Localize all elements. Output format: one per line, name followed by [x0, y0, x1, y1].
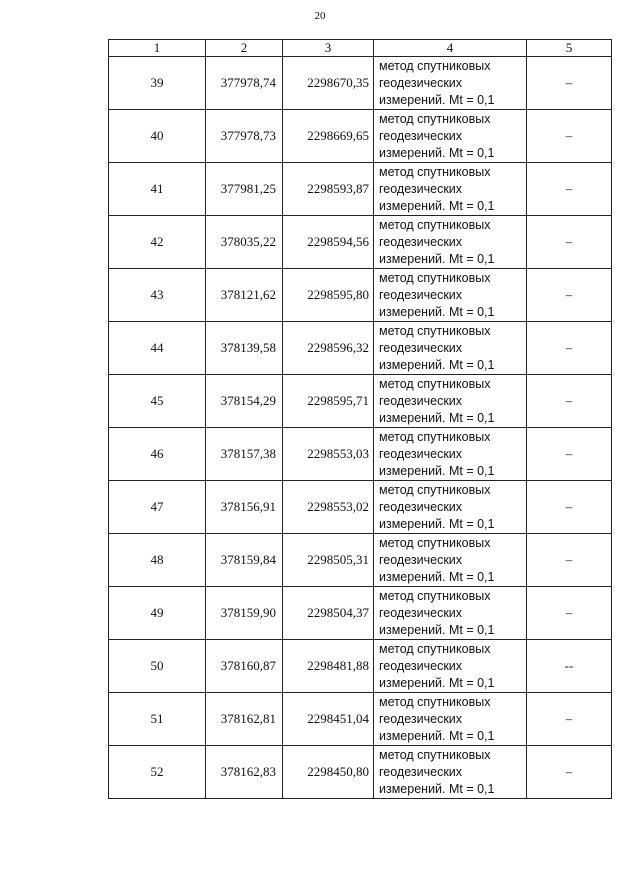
point-number-cell: 40 — [109, 110, 206, 163]
method-cell — [374, 640, 527, 693]
table-row — [109, 587, 612, 640]
x-coordinate-cell: 378154,29 — [206, 375, 283, 428]
table-row — [109, 746, 612, 799]
header-col-4: 4 — [374, 40, 527, 57]
method-line: метод спутниковых — [379, 111, 491, 126]
point-number-cell: 43 — [109, 269, 206, 322]
method-line: метод спутниковых — [379, 376, 491, 391]
method-line: измерений. Mt = 0,1 — [379, 145, 495, 160]
method-cell — [374, 322, 527, 375]
header-col-1: 1 — [109, 40, 206, 57]
page-number: 20 — [314, 10, 326, 22]
method-line: геодезических — [379, 234, 463, 249]
x-coordinate-cell: 377978,74 — [206, 57, 283, 110]
method-line: геодезических — [379, 711, 463, 726]
method-line: метод спутниковых — [379, 588, 491, 603]
header-row — [109, 40, 612, 57]
method-line: геодезических — [379, 287, 463, 302]
method-line: метод спутниковых — [379, 694, 491, 709]
note-cell: – — [527, 269, 612, 322]
x-coordinate-cell: 378157,38 — [206, 428, 283, 481]
method-line: измерений. Mt = 0,1 — [379, 463, 495, 478]
method-line: метод спутниковых — [379, 747, 491, 762]
method-line: измерений. Mt = 0,1 — [379, 198, 495, 213]
method-cell — [374, 428, 527, 481]
method-line: метод спутниковых — [379, 482, 491, 497]
method-cell — [374, 375, 527, 428]
x-coordinate-cell: 378121,62 — [206, 269, 283, 322]
point-number-cell: 41 — [109, 163, 206, 216]
method-line: геодезических — [379, 658, 463, 673]
note-cell: – — [527, 746, 612, 799]
y-coordinate-cell: 2298596,32 — [283, 322, 374, 375]
point-number-cell: 51 — [109, 693, 206, 746]
point-number-cell: 45 — [109, 375, 206, 428]
table-row — [109, 693, 612, 746]
x-coordinate-cell: 378159,84 — [206, 534, 283, 587]
point-number-cell: 48 — [109, 534, 206, 587]
method-line: геодезических — [379, 393, 463, 408]
method-cell — [374, 587, 527, 640]
point-number-cell: 42 — [109, 216, 206, 269]
note-cell: – — [527, 587, 612, 640]
method-line: измерений. Mt = 0,1 — [379, 410, 495, 425]
method-line: метод спутниковых — [379, 429, 491, 444]
table-row — [109, 428, 612, 481]
table-row — [109, 534, 612, 587]
y-coordinate-cell: 2298670,35 — [283, 57, 374, 110]
method-line: метод спутниковых — [379, 164, 491, 179]
method-line: геодезических — [379, 764, 463, 779]
method-line: измерений. Mt = 0,1 — [379, 675, 495, 690]
method-line: геодезических — [379, 552, 463, 567]
note-cell: -- — [527, 640, 612, 693]
method-line: геодезических — [379, 128, 463, 143]
table-row — [109, 322, 612, 375]
y-coordinate-cell: 2298450,80 — [283, 746, 374, 799]
method-line: геодезических — [379, 75, 463, 90]
note-cell: – — [527, 481, 612, 534]
method-cell — [374, 163, 527, 216]
x-coordinate-cell: 378035,22 — [206, 216, 283, 269]
note-cell: – — [527, 534, 612, 587]
point-number-cell: 52 — [109, 746, 206, 799]
method-line: измерений. Mt = 0,1 — [379, 516, 495, 531]
method-line: геодезических — [379, 605, 463, 620]
method-cell — [374, 57, 527, 110]
y-coordinate-cell: 2298553,02 — [283, 481, 374, 534]
method-line: метод спутниковых — [379, 58, 491, 73]
method-cell — [374, 481, 527, 534]
table-row — [109, 216, 612, 269]
point-number-cell: 50 — [109, 640, 206, 693]
point-number-cell: 49 — [109, 587, 206, 640]
table-row — [109, 375, 612, 428]
table-row — [109, 110, 612, 163]
method-cell — [374, 534, 527, 587]
method-cell — [374, 693, 527, 746]
method-line: метод спутниковых — [379, 535, 491, 550]
y-coordinate-cell: 2298481,88 — [283, 640, 374, 693]
method-line: измерений. Mt = 0,1 — [379, 251, 495, 266]
y-coordinate-cell: 2298595,71 — [283, 375, 374, 428]
method-line: измерений. Mt = 0,1 — [379, 304, 495, 319]
note-cell: – — [527, 375, 612, 428]
note-cell: – — [527, 693, 612, 746]
method-line: геодезических — [379, 446, 463, 461]
method-line: геодезических — [379, 499, 463, 514]
x-coordinate-cell: 378162,81 — [206, 693, 283, 746]
method-cell — [374, 269, 527, 322]
y-coordinate-cell: 2298553,03 — [283, 428, 374, 481]
x-coordinate-cell: 377978,73 — [206, 110, 283, 163]
table-body — [109, 57, 612, 799]
y-coordinate-cell: 2298451,04 — [283, 693, 374, 746]
table-row — [109, 163, 612, 216]
note-cell: – — [527, 57, 612, 110]
method-cell — [374, 216, 527, 269]
method-line: метод спутниковых — [379, 323, 491, 338]
x-coordinate-cell: 377981,25 — [206, 163, 283, 216]
y-coordinate-cell: 2298505,31 — [283, 534, 374, 587]
note-cell: – — [527, 322, 612, 375]
method-cell — [374, 746, 527, 799]
header-col-2: 2 — [206, 40, 283, 57]
method-line: измерений. Mt = 0,1 — [379, 781, 495, 796]
y-coordinate-cell: 2298594,56 — [283, 216, 374, 269]
y-coordinate-cell: 2298504,37 — [283, 587, 374, 640]
point-number-cell: 46 — [109, 428, 206, 481]
method-line: измерений. Mt = 0,1 — [379, 357, 495, 372]
header-col-3: 3 — [283, 40, 374, 57]
y-coordinate-cell: 2298595,80 — [283, 269, 374, 322]
point-number-cell: 39 — [109, 57, 206, 110]
y-coordinate-cell: 2298593,87 — [283, 163, 374, 216]
x-coordinate-cell: 378156,91 — [206, 481, 283, 534]
coordinates-table — [108, 39, 612, 799]
method-line: метод спутниковых — [379, 217, 491, 232]
method-line: метод спутниковых — [379, 641, 491, 656]
y-coordinate-cell: 2298669,65 — [283, 110, 374, 163]
note-cell: – — [527, 216, 612, 269]
method-cell — [374, 110, 527, 163]
table-row — [109, 269, 612, 322]
point-number-cell: 47 — [109, 481, 206, 534]
header-col-5: 5 — [527, 40, 612, 57]
note-cell: – — [527, 163, 612, 216]
table-row — [109, 57, 612, 110]
table-row — [109, 481, 612, 534]
method-line: измерений. Mt = 0,1 — [379, 728, 495, 743]
note-cell: – — [527, 110, 612, 163]
note-cell: – — [527, 428, 612, 481]
x-coordinate-cell: 378160,87 — [206, 640, 283, 693]
method-line: метод спутниковых — [379, 270, 491, 285]
method-line: геодезических — [379, 181, 463, 196]
x-coordinate-cell: 378159,90 — [206, 587, 283, 640]
x-coordinate-cell: 378139,58 — [206, 322, 283, 375]
method-line: измерений. Mt = 0,1 — [379, 622, 495, 637]
method-line: измерений. Mt = 0,1 — [379, 569, 495, 584]
x-coordinate-cell: 378162,83 — [206, 746, 283, 799]
table-row — [109, 640, 612, 693]
point-number-cell: 44 — [109, 322, 206, 375]
method-line: геодезических — [379, 340, 463, 355]
method-line: измерений. Mt = 0,1 — [379, 92, 495, 107]
